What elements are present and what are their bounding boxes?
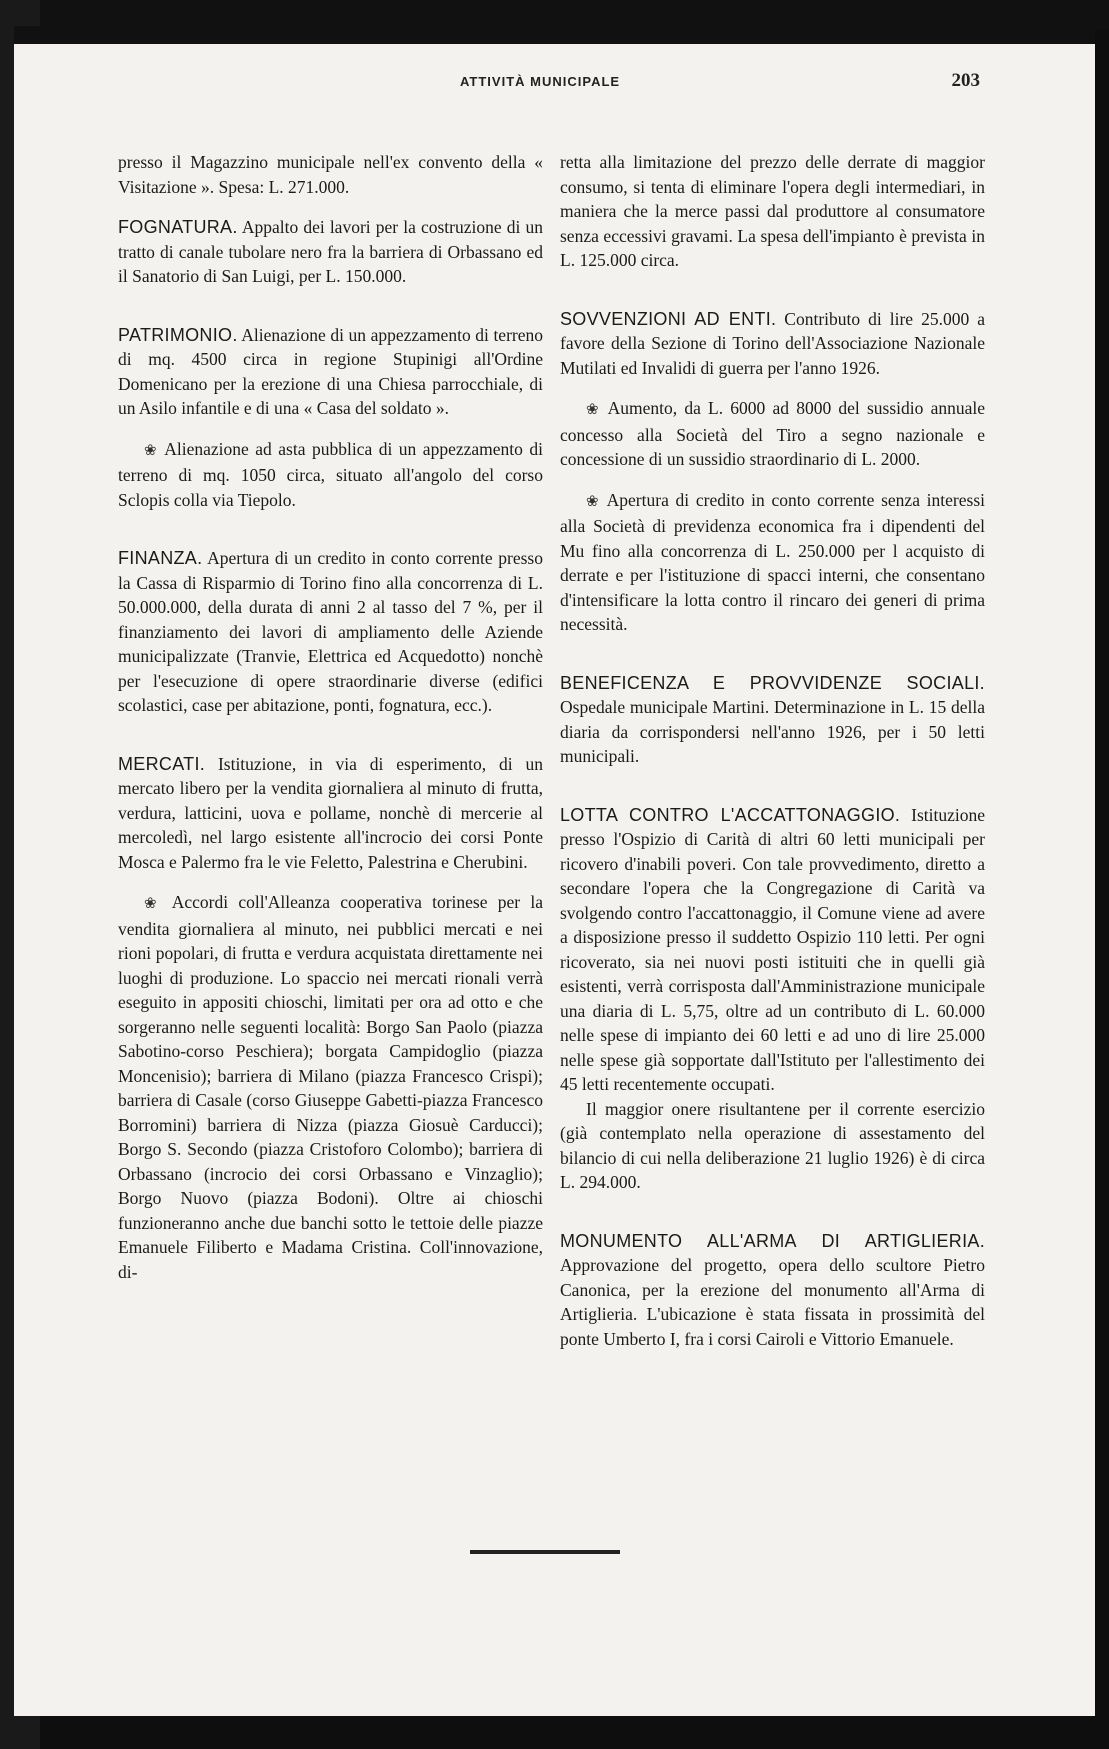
section-heading: MERCATI. xyxy=(118,753,206,774)
paragraph-text: Ospedale municipale Martini. Determinazione in L. 15 della diaria da corrispondersi nell'anno 1926, per i 50 letti municipali. xyxy=(560,697,985,766)
paragraph xyxy=(118,150,543,199)
flower-ornament-icon: ❀ xyxy=(586,402,602,418)
paragraph xyxy=(118,752,543,875)
section-heading: FINANZA. xyxy=(118,548,203,568)
page-number: 203 xyxy=(951,70,980,91)
paragraph xyxy=(118,890,543,1284)
section-heading: MONUMENTO ALL'ARMA DI ARTIGLIERIA. xyxy=(560,1230,985,1251)
paragraph xyxy=(560,671,985,769)
paragraph-text: retta alla limitazione del prezzo delle derrate di maggior consumo, si tenta di eliminare l'opera degli intermediari, in maniera che la merce passi dal produttore al consumatore senza eccessivi gravami. La spesa dell'impianto è prevista in L. 125.000 circa. xyxy=(560,152,985,270)
paragraph xyxy=(560,803,985,1097)
paragraph xyxy=(118,323,543,421)
page-header xyxy=(100,70,980,100)
paragraph xyxy=(560,150,985,273)
section-heading: LOTTA CONTRO L'ACCATTONAGGIO. xyxy=(560,804,901,825)
paragraph xyxy=(560,1097,985,1195)
paragraph-text: Apertura di credito in conto corrente senza interessi alla Società di previdenza economica fra i dipendenti del Mu fino alla concorrenza di L. 250.000 per l acquisto di derrate e per l'istituzione di spacci interni, che consentano d'intensificare la lotta contro il rincaro dei generi di prima necessità. xyxy=(560,489,985,634)
paragraph-text: Istituzione, in via di esperimento, di un mercato libero per la vendita giornaliera al minuto di frutta, verdura, latticini, uova e pollame, nonchè di mercerie al mercoledì, nel largo esistente all'incrocio dei corsi Ponte Mosca e Palermo fra le vie Feletto, Palestrina e Cherubini. xyxy=(118,753,543,872)
flower-ornament-icon: ❀ xyxy=(144,442,159,459)
section-heading: SOVVENZIONI AD ENTI. xyxy=(560,308,777,329)
section-heading: BENEFICENZA E PROVVIDENZE SOCIALI. xyxy=(560,672,985,693)
paragraph-text: Alienazione di un appezzamento di terreno di mq. 4500 circa in regione Stupinigi all'Ordine Domenicano per la erezione di una Chiesa parrocchiale, di un Asilo infantile e di una « Casa del soldato ». xyxy=(118,324,543,418)
paragraph-text: Appalto dei lavori per la costruzione di un tratto di canale tubolare nero fra la barriera di Orbassano ed il Sanatorio di San Luigi, per L. 150.000. xyxy=(118,217,543,286)
left-column xyxy=(118,150,543,1284)
flower-ornament-icon: ❀ xyxy=(144,896,163,912)
section-heading: FOGNATURA. xyxy=(118,217,238,237)
paragraph xyxy=(118,546,543,718)
paragraph xyxy=(118,437,543,513)
paragraph-text: Apertura di un credito in conto corrente presso la Cassa di Risparmio di Torino fino alla concorrenza di L. 50.000.000, della durata di anni 2 al tasso del 7 %, per il finanziamento dei lavori di ampliamento delle Aziende municipalizzate (Tranvie, Elettrica ed Acquedotto) nonchè per l'esecuzione di opere straordinarie diverse (edifici scolastici, case per abitazione, ponti, fognatura, ecc.). xyxy=(118,548,543,715)
paragraph-text: Istituzione presso l'Ospizio di Carità di altri 60 letti municipali per ricovero d'inabili poveri. Con tale provvedimento, diretto a secondare l'opera che la Congregazione di Carità va svolgendo contro l'accattonaggio, il Comune viene ad avere a disposizione presso il suddetto Ospizio 110 letti. Per ogni ricoverato, sia nei nuovi posti istituiti che in quelli già esistenti, verrà corrisposta dall'Amministrazione municipale una diaria di L. 5,75, oltre ad un contributo di L. 60.000 nelle spese di impianto dei 60 letti e ad uno di lire 25.000 nelle spese già sopportate dall'Istituto per l'allestimento dei 45 letti recentemente occupati. xyxy=(560,804,986,1094)
paragraph xyxy=(118,215,543,289)
paragraph-text: presso il Magazzino municipale nell'ex convento della « Visitazione ». Spesa: L. 271.000. xyxy=(118,152,543,197)
paragraph xyxy=(560,396,985,472)
paragraph-text: Alienazione ad asta pubblica di un appezzamento di terreno di mq. 1050 circa, situato all'angolo del corso Sclopis colla via Tiepolo. xyxy=(118,438,543,510)
paragraph-text: Contributo di lire 25.000 a favore della Sezione di Torino dell'Associazione Nazionale Mutilati ed Invalidi di guerra per l'anno 1926. xyxy=(560,308,985,378)
running-title: ATTIVITÀ MUNICIPALE xyxy=(460,74,621,89)
section-heading: PATRIMONIO. xyxy=(118,324,238,345)
paragraph-text: Approvazione del progetto, opera dello scultore Pietro Canonica, per la erezione del monumento all'Arma di Artiglieria. L'ubicazione è stata fissata in prossimità del ponte Umberto I, fra i corsi Cairoli e Vittorio Emanuele. xyxy=(560,1255,985,1349)
paragraph xyxy=(560,307,985,381)
flower-ornament-icon: ❀ xyxy=(586,493,601,510)
right-column xyxy=(560,150,985,1351)
paragraph-text: Il maggior onere risultantene per il corrente esercizio (già contemplato nella operazione di assestamento del bilancio di cui nella deliberazione 21 luglio 1926) è di circa L. 294.000. xyxy=(560,1098,985,1192)
end-rule xyxy=(470,1550,620,1554)
paragraph-text: Accordi coll'Alleanza cooperativa torinese per la vendita giornaliera al minuto, nei pubblici mercati e nei rioni popolari, di frutta e verdura acquistata direttamente nei luoghi di produzione. Lo spaccio nei mercati rionali verrà eseguito in appositi chioschi, limitati per ora ad otto e che sorgeranno nelle seguenti località: Borgo San Paolo (piazza Sabotino-corso Peschiera); borgata Campidoglio (piazza Moncenisio); barriera di Milano (piazza Francesco Crispi); barriera di Casale (corso Giuseppe Gabetti-piazza Francesco Borromini) barriera di Nizza (piazza Giosuè Carducci); Borgo S. Secondo (piazza Cristoforo Colombo); barriera di Orbassano (incrocio dei corsi Orbassano e Vinzaglio); Borgo Nuovo (piazza Bodoni). Oltre ai chioschi funzioneranno anche due banchi sotto le tettoie delle piazze Emanuele Filiberto e Madama Cristina. Coll'innovazione, di- xyxy=(118,892,544,1282)
paragraph xyxy=(560,488,985,637)
paragraph-text: Aumento, da L. 6000 ad 8000 del sussidio annuale concesso alla Società del Tiro a segno nazionale e concessione di un sussidio straordinario di L. 2000. xyxy=(560,398,985,469)
paragraph xyxy=(560,1229,985,1352)
